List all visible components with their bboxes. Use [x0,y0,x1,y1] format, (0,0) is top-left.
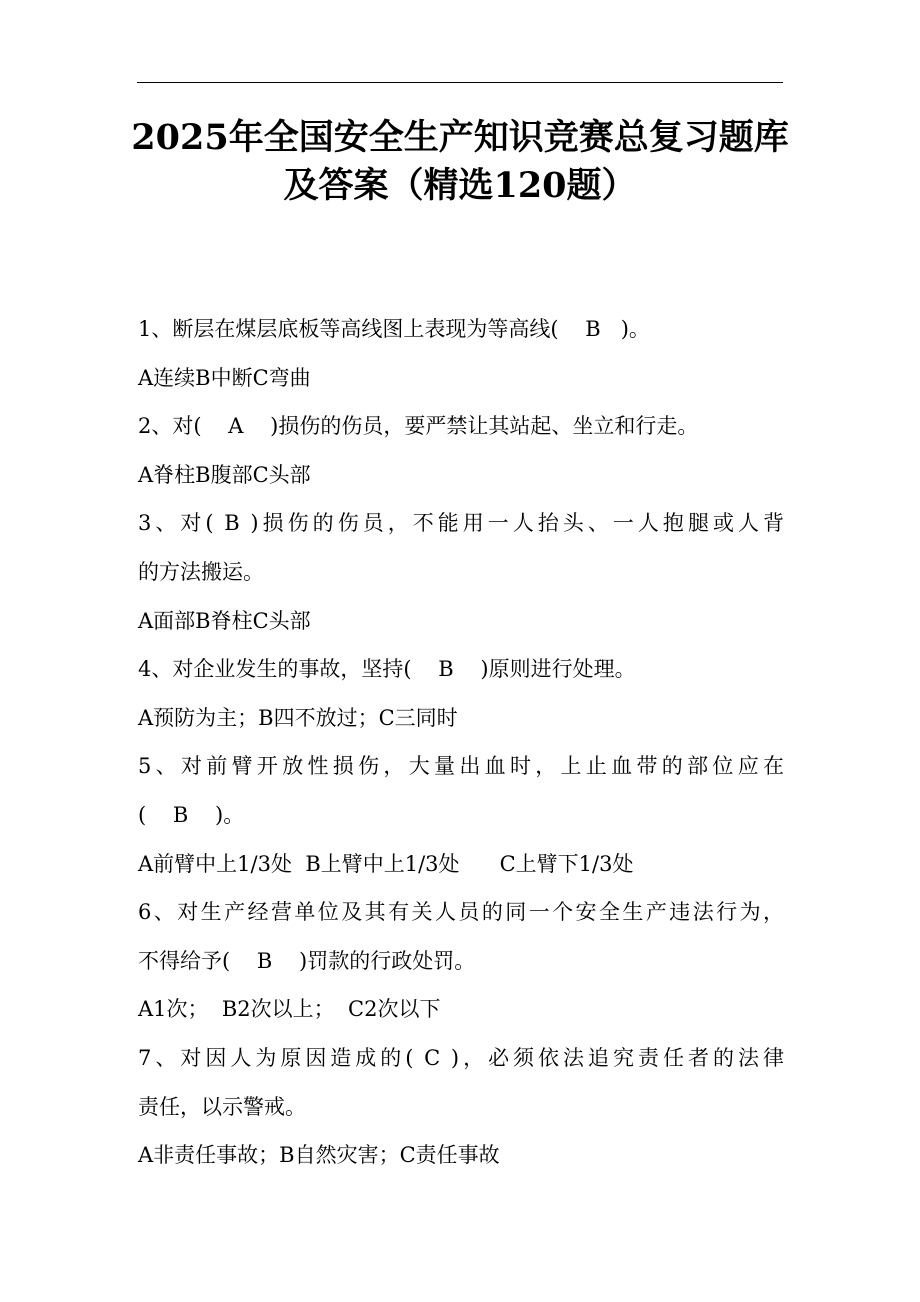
question-text-continued: 责任，以示警戒。 [138,1094,306,1119]
question-options: A前臂中上1/3处 B上臂中上1/3处 C上臂下1/3处 [138,851,634,876]
question-options: A非责任事故；B自然灾害；C责任事故 [138,1143,500,1168]
question-options: A1次； B2次以上； C2次以下 [138,997,441,1022]
question-list [138,305,784,1180]
question-text: 6、对生产经营单位及其有关人员的同一个安全生产违法行为， [138,900,784,925]
question-text: 5、对前臂开放性损伤，大量出血时，上止血带的部位应在 [138,754,784,779]
header-rule [137,82,783,83]
question-options: A面部B脊柱C头部 [138,608,311,633]
question-text-continued: ( B )。 [138,802,245,827]
question-text: 1、断层在煤层底板等高线图上表现为等高线( B )。 [138,317,650,341]
question-text: 4、对企业发生的事故，坚持( B )原则进行处理。 [138,657,636,682]
document-title-line-2: 及答案（精选120题） [283,165,637,206]
question-text: 7、对因人为原因造成的( C )，必须依法追究责任者的法律 [138,1045,784,1070]
question-options: A预防为主；B四不放过；C三同时 [138,705,458,730]
question-options: A脊柱B腹部C头部 [138,462,311,487]
document-title-line-1: 2025年全国安全生产知识竞赛总复习题库 [131,117,789,158]
question-text: 3、对( B )损伤的伤员，不能用一人抬头、一人抱腿或人背 [138,511,784,536]
question-text-continued: 的方法搬运。 [138,559,264,584]
question-text-continued: 不得给予( B )罚款的行政处罚。 [138,948,476,973]
question-options: A连续B中断C弯曲 [138,365,311,390]
question-text: 2、对( A )损伤的伤员，要严禁让其站起、坐立和行走。 [138,414,699,439]
